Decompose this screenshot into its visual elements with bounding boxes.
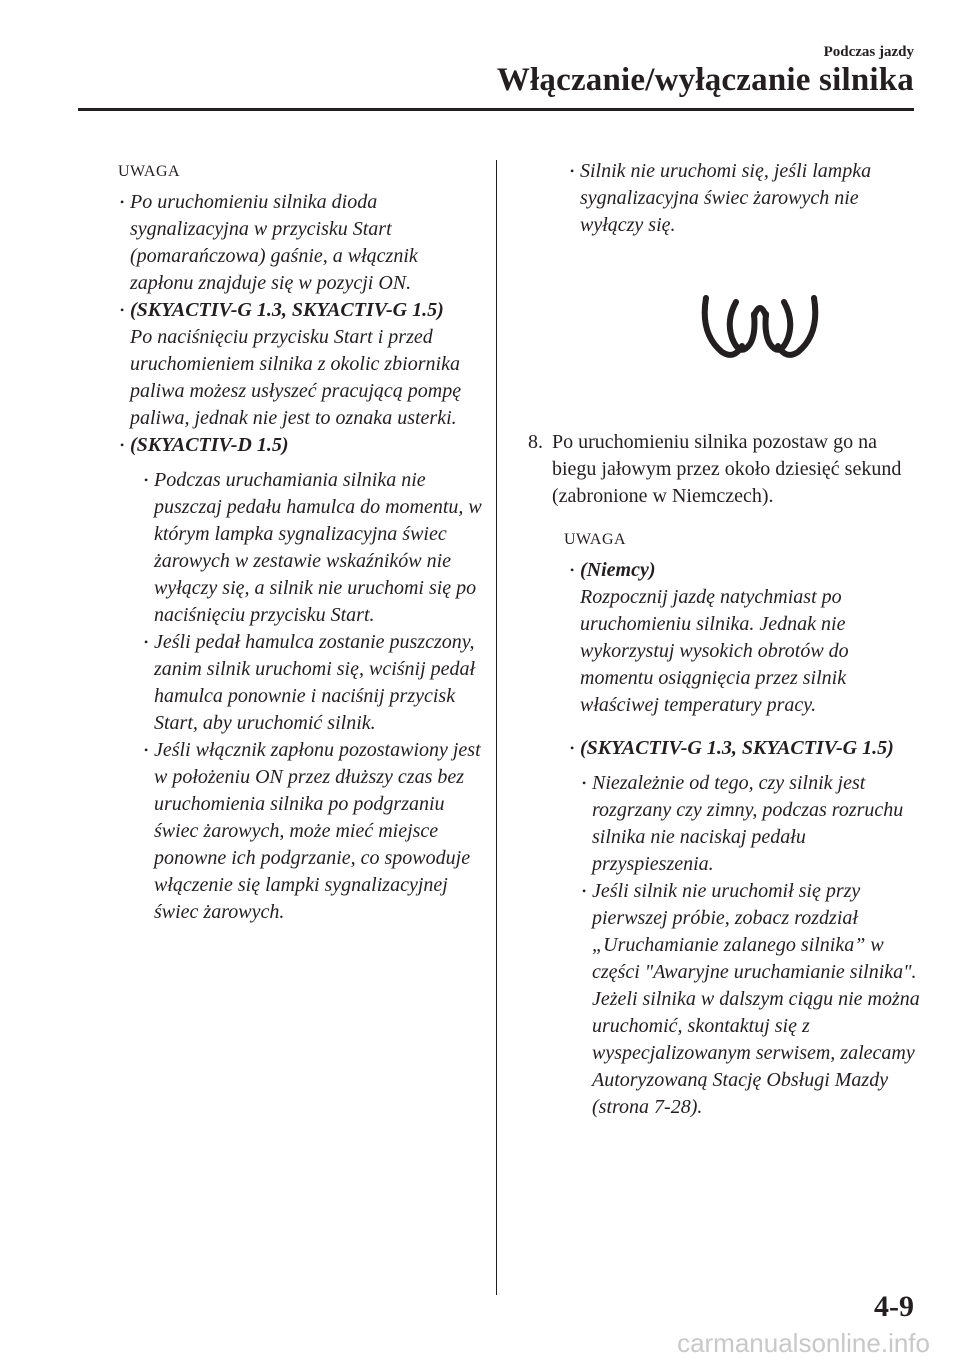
sub-bullet: • Niezależnie od tego, czy silnik jest rozgrzany czy zimny, podczas rozruchu silnika nie naciskaj pedału przyspieszenia. [516, 770, 926, 878]
watermark: carmanualsonline.info [677, 1328, 930, 1358]
bullet-body: Po naciśnięciu przycisku Start i przed uruchomieniem silnika z okolic zbiornika paliwa możesz usłyszeć pracującą pompę paliwa, jednak nie jest to oznaka usterki. [130, 326, 462, 429]
bullet-heading: • (SKYACTIV-D 1.5) [130, 434, 289, 456]
sub-bullet: • Podczas uruchamiania silnika nie puszczaj pedału hamulca do momentu, w którym lampka sygnalizacyjna świec żarowych w zestawie wskaźników nie wyłączy się, a silnik nie uruchomi się po naciśnięciu przycisku Start. [102, 467, 482, 629]
note-bullet [102, 297, 482, 432]
column-divider [496, 160, 497, 1295]
step-text: Po uruchomieniu silnika pozostaw go na biegu jałowym przez około dziesięć sekund (zabronione w Niemczech). [552, 431, 902, 507]
header-rule [78, 108, 914, 111]
bullet-heading: • (SKYACTIV-G 1.3, SKYACTIV-G 1.5) [130, 299, 444, 321]
sub-bullet: • Silnik nie uruchomi się, jeśli lampka sygnalizacyjna świec żarowych nie wyłączy się. [516, 158, 926, 239]
sub-bullet: • Jeśli włącznik zapłonu pozostawiony jest w położeniu ON przez dłuższy czas bez uruchomienia silnika po podgrzaniu świec żarowych, może mieć miejsce ponowne ich podgrzanie, co spowoduje włączenie się lampki sygnalizacyjnej świec żarowych. [102, 737, 482, 926]
step-number: 8. [528, 431, 543, 453]
note-bullet [102, 432, 482, 459]
note-bullet [516, 735, 926, 762]
sub-bullet: • Jeśli silnik nie uruchomił się przy pierwszej próbie, zobacz rozdział „Uruchamianie zalanego silnika” w części "Awaryjne uruchamianie silnika". Jeżeli silnika w dalszym ciągu nie można uruchomić, skontaktuj się z wyspecjalizowanym serwisem, zalecamy Autoryzowaną Stację Obsługi Mazdy (strona 7-28). [516, 878, 926, 1121]
bullet-heading: • (SKYACTIV-G 1.3, SKYACTIV-G 1.5) [580, 737, 894, 759]
note-title: UWAGA [118, 163, 181, 180]
header-section-label: Podczas jazdy [823, 44, 914, 60]
glow-plug-indicator-icon [700, 294, 820, 374]
bullet-heading: • (Niemcy) [580, 559, 656, 581]
bullet-body: Rozpocznij jazdę natychmiast po uruchomieniu silnika. Jednak nie wykorzystuj wysokich obrotów do momentu osiągnięcia przez silnik właściwej temperatury pracy. [580, 586, 849, 716]
page-number: 4-9 [874, 1290, 914, 1323]
step-item [516, 429, 926, 510]
page-title: Włączanie/wyłączanie silnika [496, 62, 914, 98]
note-bullet: • Po uruchomieniu silnika dioda sygnalizacyjna w przycisku Start (pomarańczowa) gaśnie, a włącznik zapłonu znajduje się w pozycji ON. [102, 189, 482, 297]
note-title: UWAGA [564, 531, 627, 548]
left-column [102, 158, 482, 926]
sub-bullet: • Jeśli pedał hamulca zostanie puszczony, zanim silnik uruchomi się, wciśnij pedał hamulca ponownie i naciśnij przycisk Start, aby uruchomić silnik. [102, 629, 482, 737]
note-bullet [516, 557, 926, 719]
